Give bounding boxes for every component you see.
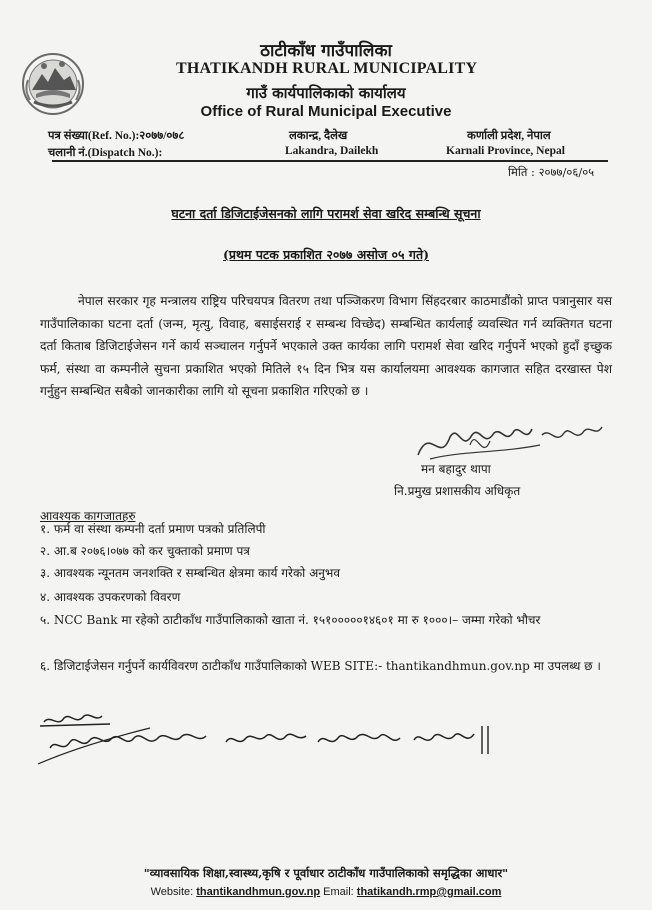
dispatch-number: चलानी नं.(Dispatch No.): (48, 147, 163, 159)
province-np: कर्णाली प्रदेश, नेपाल (467, 130, 551, 142)
office-name-np: गाउँ कार्यपालिकाको कार्यालय (246, 84, 406, 102)
place-np: लकान्द्र, दैलेख (289, 130, 348, 142)
requirement-item: ४. आवश्यक उपकरणको विवरण (40, 590, 181, 604)
notice-body: नेपाल सरकार गृह मन्त्रालय राष्ट्रिय परिचयपत्र वितरण तथा पञ्जिकरण विभाग सिंहदरबार काठमाडौंको प्राप्त पत्रानुसार यस गाउँपालिकाका घटना दर्ता (जन्म, मृत्यु, विवाह, बसाईसराई र सम्बन्ध विच्छेद) सम्बन्धित कार्यलाई व्यवस्थित गर्न व्यक्तिगत घटना दर्ता किताब डिजिटाईजेसन गर्ने कार्य सञ्चालन गर्नुपर्ने भएकाले उक्त कार्यका लागि परामर्श सेवा खरिद गर्नुपर्ने भएको हुदाँ इच्छुक फर्म, संस्था वा कम्पनीले सुचना प्रकाशित भएको मितिले १५ दिन भित्र यस कार्यालयमा आवश्यक कागजात सहित दरखास्त पेश गर्नुहुन सम्बन्धित सबैको जानकारीका लागि यो सूचना प्रकाशित गरिएको छ । (40, 294, 612, 399)
requirements-title: आवश्यक कागजातहरु (40, 509, 136, 523)
municipality-name-en: THATIKANDH RURAL MUNICIPALITY (176, 60, 478, 77)
header-divider (52, 160, 608, 162)
ref-number: पत्र संख्या(Ref. No.):२०७७/०७८ (48, 130, 185, 142)
requirement-item: ३. आवश्यक न्यूनतम जनशक्ति र सम्बन्धित क्षेत्रमा कार्य गरेको अनुभव (40, 566, 341, 580)
requirement-item: २. आ.ब २०७६।०७७ को कर चुक्ताको प्रमाण पत्र (40, 544, 250, 558)
office-name-en: Office of Rural Municipal Executive (200, 103, 452, 120)
signatory-title: नि.प्रमुख प्रशासकीय अधिकृत (394, 484, 521, 498)
place-en: Lakandra, Dailekh (285, 145, 379, 157)
notice-date: मिति : २०७७/०६/०५ (508, 165, 595, 179)
requirement-item: ६. डिजिटाईजेसन गर्नुपर्ने कार्यविवरण ठाटीकाँध गाउँपालिकाको WEB SITE:- thantikandhmun.gov.np मा उपलब्ध छ । (40, 659, 601, 673)
website-link[interactable]: thantikandhmun.gov.np (196, 886, 321, 898)
municipality-name-np: ठाटीकाँध गाउँपालिका (260, 41, 392, 61)
notice-subject: घटना दर्ता डिजिटाईजेसनको लागि परामर्श सेवा खरिद सम्बन्धि सूचना (171, 206, 481, 221)
handwritten-annotation-icon (30, 708, 500, 774)
notice-subtitle: (प्रथम पटक प्रकाशित २०७७ असोज ०५ गते) (222, 247, 429, 262)
province-en: Karnali Province, Nepal (446, 145, 565, 157)
footer-contact (0, 886, 652, 898)
requirement-item: ५. NCC Bank मा रहेको ठाटीकाँध गाउँपालिकाको खाता नं. १५१०००००१४६०१ मा रु १०००।– जम्मा गरेको भौचर (40, 613, 541, 627)
website-label: Website: (150, 886, 194, 898)
requirement-item: १. फर्म वा संस्था कम्पनी दर्ता प्रमाण पत्रको प्रतिलिपी (40, 522, 266, 536)
email-label: Email: (323, 886, 354, 898)
email-link[interactable]: thatikandh.rmp@gmail.com (356, 886, 502, 898)
signatory-name: मन बहादुर थापा (421, 462, 491, 476)
footer-motto: "व्यावसायिक शिक्षा,स्वास्थ्य,कृषि र पूर्वाधार ठाटीकाँध गाउँपालिकाको समृद्धिका आधार" (143, 866, 509, 880)
